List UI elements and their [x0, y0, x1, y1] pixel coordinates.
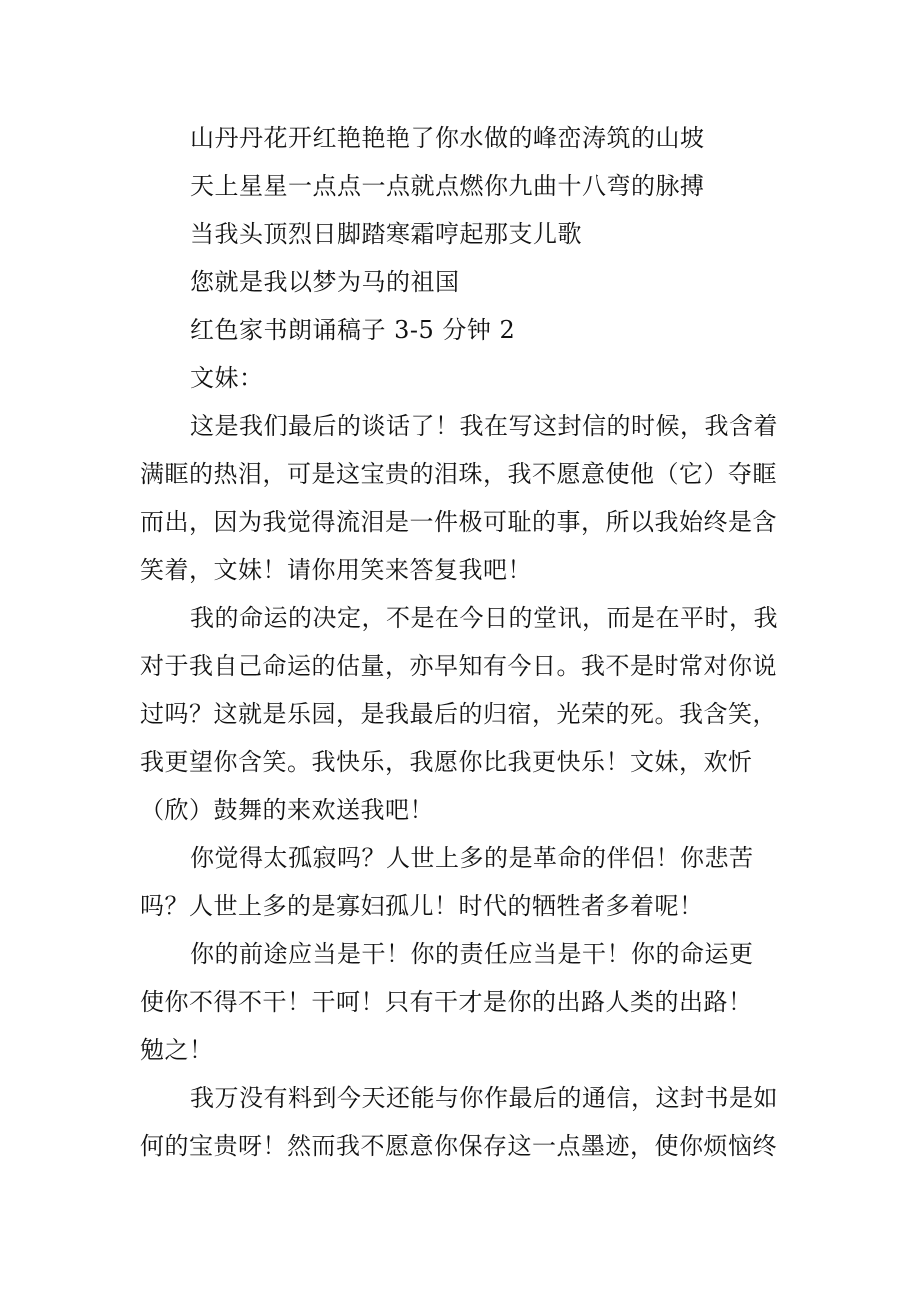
- text-line: 我更望你含笑。我快乐，我愿你比我更快乐！文妹，欢忻: [140, 748, 753, 776]
- text-line: 对于我自己命运的估量，亦早知有今日。我不是时常对你说: [140, 652, 777, 680]
- text-line: （欣）鼓舞的来欢送我吧！: [140, 796, 434, 824]
- text-line: 何的宝贵呀！然而我不愿意你保存这一点墨迹，使你烦恼终: [140, 1132, 777, 1160]
- text-line: 我万没有料到今天还能与你作最后的通信，这封书是如: [190, 1084, 778, 1112]
- text-line: 而出，因为我觉得流泪是一件极可耻的事，所以我始终是含: [140, 508, 777, 536]
- text-line: 天上星星一点点一点就点燃你九曲十八弯的脉搏: [190, 172, 705, 200]
- text-line: 过吗？这就是乐园，是我最后的归宿，光荣的死。我含笑，: [140, 700, 777, 728]
- text-line: 当我头顶烈日脚踏寒霜哼起那支儿歌: [190, 220, 582, 248]
- salutation: 文妹：: [190, 364, 264, 392]
- text-line: 您就是我以梦为马的祖国: [190, 268, 460, 296]
- text-line: 山丹丹花开红艳艳艳了你水做的峰峦涛筑的山坡: [190, 124, 705, 152]
- text-line: 我的命运的决定，不是在今日的堂讯，而是在平时，我: [190, 604, 778, 632]
- text-line: 你的前途应当是干！你的责任应当是干！你的命运更: [190, 940, 754, 968]
- text-line: 吗？人世上多的是寡妇孤儿！时代的牺牲者多着呢！: [140, 892, 704, 920]
- text-line: 满眶的热泪，可是这宝贵的泪珠，我不愿意使他（它）夺眶: [140, 460, 777, 488]
- text-line: 使你不得不干！干呵！只有干才是你的出路人类的出路！: [140, 988, 753, 1016]
- text-line: 这是我们最后的谈话了！我在写这封信的时候，我含着: [190, 412, 778, 440]
- text-line: 你觉得太孤寂吗？人世上多的是革命的伴侣！你悲苦: [190, 844, 754, 872]
- text-line: 勉之！: [140, 1036, 214, 1064]
- section-heading: 红色家书朗诵稿子 3-5 分钟 2: [190, 316, 516, 344]
- text-line: 笑着，文妹！请你用笑来答复我吧！: [140, 556, 532, 584]
